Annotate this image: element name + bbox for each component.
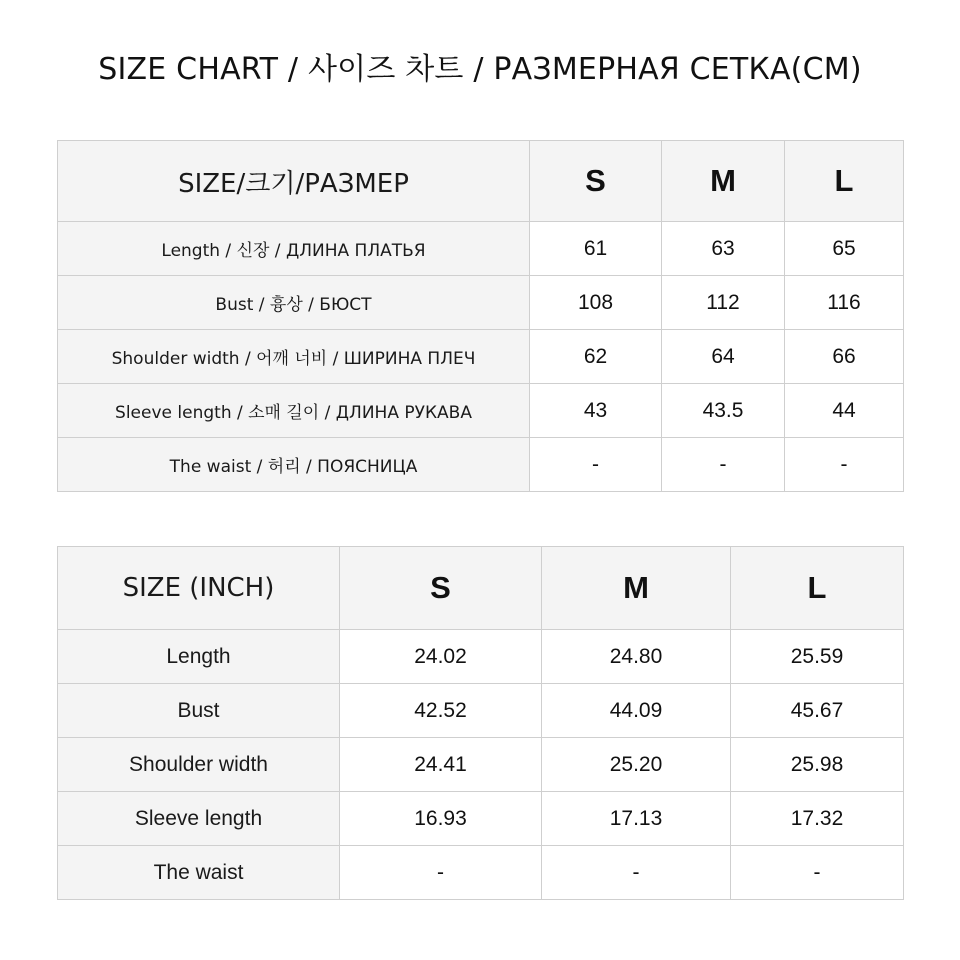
header-size-label: SIZE (INCH)	[58, 547, 340, 630]
row-label: Length	[58, 630, 340, 684]
row-label: Shoulder width	[58, 738, 340, 792]
size-table-cm	[57, 140, 904, 492]
row-label: The waist / 허리 / ПОЯСНИЦА	[58, 438, 530, 492]
header-size-s: S	[340, 547, 542, 630]
row-label: Bust	[58, 684, 340, 738]
cell-l: 25.98	[731, 738, 904, 792]
cell-l: 45.67	[731, 684, 904, 738]
cell-m: 25.20	[542, 738, 731, 792]
cell-s: 24.41	[340, 738, 542, 792]
cell-l: 17.32	[731, 792, 904, 846]
size-table-inch	[57, 546, 904, 900]
cell-l: -	[731, 846, 904, 900]
header-size-s: S	[530, 141, 662, 222]
table-row-waist	[58, 846, 904, 900]
cell-m: -	[662, 438, 785, 492]
header-size-m: M	[542, 547, 731, 630]
cell-m: 44.09	[542, 684, 731, 738]
table-row-waist	[58, 438, 904, 492]
table-header-row	[58, 547, 904, 630]
cell-s: 108	[530, 276, 662, 330]
cell-m: 64	[662, 330, 785, 384]
cell-m: 43.5	[662, 384, 785, 438]
cell-s: 16.93	[340, 792, 542, 846]
row-label: Bust / 흉상 / БЮСТ	[58, 276, 530, 330]
cell-s: 62	[530, 330, 662, 384]
cell-l: 44	[785, 384, 904, 438]
cell-l: 66	[785, 330, 904, 384]
header-size-l: L	[731, 547, 904, 630]
cell-m: 112	[662, 276, 785, 330]
table-row-shoulder-width	[58, 330, 904, 384]
cell-m: 17.13	[542, 792, 731, 846]
table-row-bust	[58, 684, 904, 738]
table-row-length	[58, 222, 904, 276]
page-title: SIZE CHART / 사이즈 차트 / РАЗМЕРНАЯ СЕТКА(CM)	[98, 52, 862, 87]
table-header-row	[58, 141, 904, 222]
cell-m: -	[542, 846, 731, 900]
cell-s: 42.52	[340, 684, 542, 738]
cell-m: 24.80	[542, 630, 731, 684]
cell-l: 116	[785, 276, 904, 330]
cell-s: 61	[530, 222, 662, 276]
cell-s: -	[530, 438, 662, 492]
table-row-shoulder-width	[58, 738, 904, 792]
header-size-l: L	[785, 141, 904, 222]
table-row-sleeve-length	[58, 792, 904, 846]
cell-s: 24.02	[340, 630, 542, 684]
row-label: Sleeve length / 소매 길이 / ДЛИНА РУКАВА	[58, 384, 530, 438]
cell-l: -	[785, 438, 904, 492]
header-size-label: SIZE/크기/РАЗМЕР	[58, 141, 530, 222]
cell-m: 63	[662, 222, 785, 276]
cell-s: 43	[530, 384, 662, 438]
table-row-length	[58, 630, 904, 684]
row-label: Shoulder width / 어깨 너비 / ШИРИНА ПЛЕЧ	[58, 330, 530, 384]
row-label: Sleeve length	[58, 792, 340, 846]
header-size-m: M	[662, 141, 785, 222]
table-row-bust	[58, 276, 904, 330]
table-row-sleeve-length	[58, 384, 904, 438]
cell-l: 65	[785, 222, 904, 276]
row-label: The waist	[58, 846, 340, 900]
row-label: Length / 신장 / ДЛИНА ПЛАТЬЯ	[58, 222, 530, 276]
cell-s: -	[340, 846, 542, 900]
cell-l: 25.59	[731, 630, 904, 684]
